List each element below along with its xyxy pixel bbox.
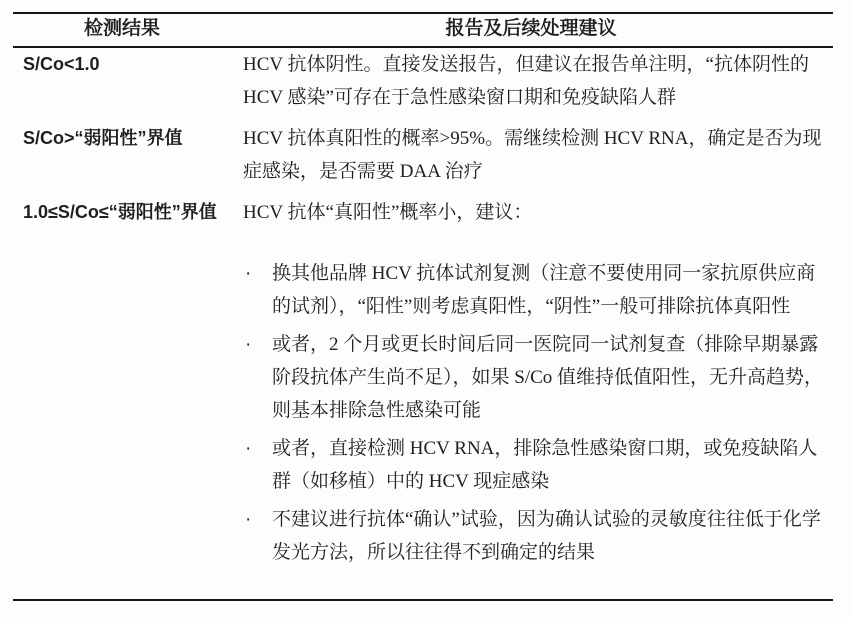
advice-text: HCV 抗体阴性。直接发送报告，但建议在报告单注明，“抗体阴性的 HCV 感染”可存在于急性感染窗口期和免疫缺陷人群 — [243, 54, 809, 108]
table-row — [13, 122, 833, 192]
result-cell: S/Co<1.0 — [23, 54, 100, 74]
list-item — [243, 503, 831, 569]
advice-text: HCV 抗体“真阳性”概率小，建议： — [243, 202, 533, 223]
result-cell: S/Co>“弱阳性”界值 — [23, 128, 183, 148]
advice-cell — [231, 196, 833, 574]
list-item — [243, 257, 831, 323]
list-item-text: 不建议进行抗体“确认”试验，因为确认试验的灵敏度往往低于化学发光方法，所以往往得不到确定的结果 — [272, 509, 821, 563]
list-item-text: 或者，2 个月或更长时间后同一医院同一试剂复查（排除早期暴露阶段抗体产生尚不足），如果 S/Co 值维持低值阳性，无升高趋势，则基本排除急性感染可能 — [272, 334, 824, 421]
table-row — [13, 196, 833, 599]
recommendation-list — [243, 257, 831, 569]
advice-text: HCV 抗体真阳性的概率>95%。需继续检测 HCV RNA，确定是否为现症感染，是否需要 DAA 治疗 — [243, 128, 822, 182]
advice-cell — [231, 48, 833, 118]
column-header-test-result: 检测结果 — [83, 18, 160, 39]
bullet-icon: · — [245, 263, 252, 284]
list-item-text: 或者，直接检测 HCV RNA，排除急性感染窗口期，或免疫缺陷人群（如移植）中的 HCV 现症感染 — [272, 438, 818, 492]
list-item — [243, 432, 831, 498]
bullet-icon: · — [245, 438, 252, 459]
table-row — [13, 48, 833, 118]
column-header-report-advice: 报告及后续处理建议 — [445, 18, 617, 39]
bullet-icon: · — [245, 509, 252, 530]
list-item — [243, 328, 831, 427]
bullet-icon: · — [245, 334, 252, 355]
advice-cell — [231, 122, 833, 192]
hcv-result-table — [13, 12, 833, 601]
list-item-text: 换其他品牌 HCV 抗体试剂复测（注意不要使用同一家抗原供应商的试剂），“阳性”则考虑真阳性，“阴性”一般可排除抗体真阳性 — [272, 263, 816, 317]
table-header-row — [13, 14, 833, 48]
result-cell: 1.0≤S/Co≤“弱阳性”界值 — [23, 202, 217, 222]
